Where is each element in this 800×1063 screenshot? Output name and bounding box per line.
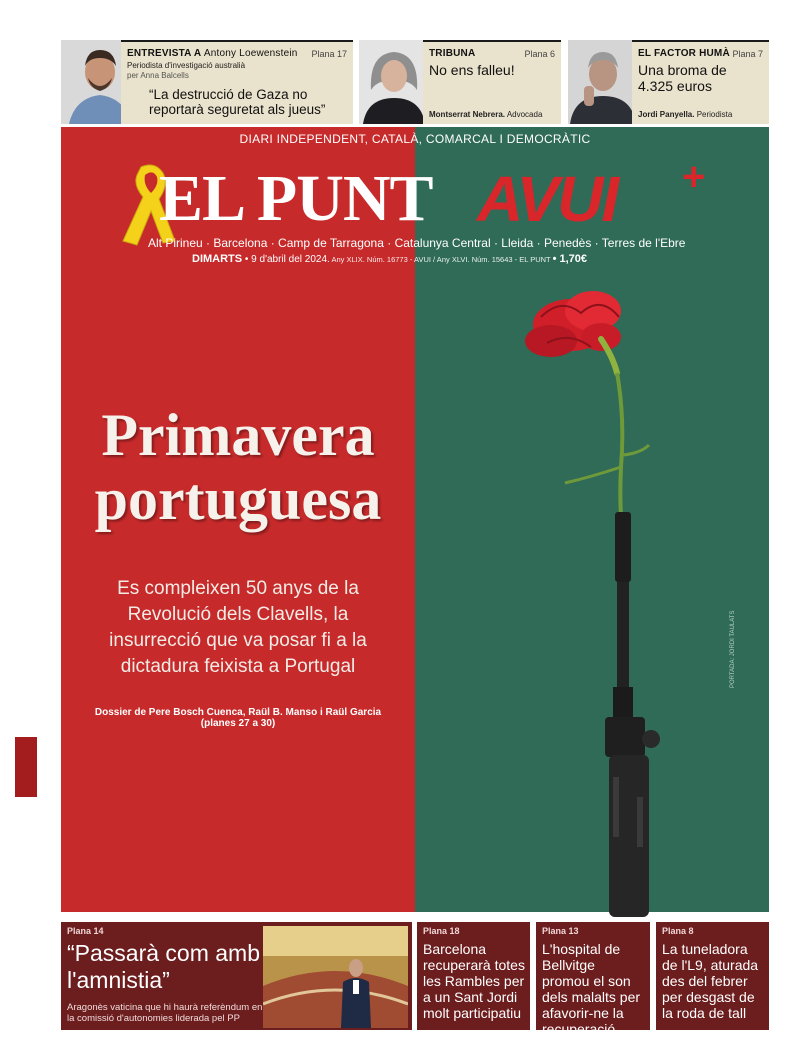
- bottom-teaser-bellvitge[interactable]: [536, 922, 650, 1037]
- carnation-rifle-illustration: [501, 277, 681, 917]
- teaser-factor-text: [632, 40, 769, 124]
- logo-avui: AVUI: [477, 163, 618, 235]
- plana-ref: Plana 17: [311, 49, 347, 59]
- bottom-text: L'hospital de Bellvitge promou el son dels malalts per afavorir-ne la recuperació: [542, 941, 641, 1037]
- logo-plus: +: [682, 155, 706, 199]
- cover-dossier-credit: Dossier de Pere Bosch Cuenca, Raül B. Manso i Raül Garcia (planes 27 a 30): [94, 707, 382, 729]
- bottom-text: La tuneladora de l'L9, aturada des del febrer per desgast de la roda de tall: [662, 941, 759, 1021]
- teaser-headline: Una broma de 4.325 euros: [638, 62, 727, 94]
- photo-montserrat-nebrera: [359, 40, 429, 124]
- plana-ref: Plana 14: [67, 926, 104, 936]
- photo-parliament: [263, 926, 408, 1028]
- masthead-logo[interactable]: [119, 155, 759, 243]
- side-tab-marker: [15, 737, 37, 797]
- plana-ref: Plana 13: [542, 926, 579, 936]
- teaser-author: Montserrat Nebrera. Advocada: [429, 110, 543, 119]
- masthead-dateline: DIMARTS • 9 d'abril del 2024. Any XLIX. Núm. 16773 - AVUI / Any XLVI. Núm. 15643 - EL PUNT • 1,70€: [192, 253, 587, 265]
- bottom-teaser-rambles[interactable]: [417, 922, 530, 1030]
- teaser-section: TRIBUNA: [429, 48, 476, 59]
- photo-jordi-panyella: [568, 40, 638, 124]
- carnation-flower-icon: [525, 291, 621, 373]
- plana-ref: Plana 18: [423, 926, 460, 936]
- masthead-tagline: DIARI INDEPENDENT, CATALÀ, COMARCAL I DEMOCRÀTIC: [239, 132, 591, 146]
- plana-ref: Plana 8: [662, 926, 694, 936]
- plana-ref: Plana 7: [732, 49, 763, 59]
- masthead-regions: Alt Pirineu · Barcelona · Camp de Tarragona · Catalunya Central · Lleida · Penedès · Terres de l'Ebre: [148, 236, 686, 250]
- cover-image: [61, 127, 769, 912]
- photo-credit: PORTADA: JORDI TAULATS: [730, 610, 736, 688]
- teaser-interview-text: [121, 40, 353, 124]
- teaser-factor-huma[interactable]: [568, 40, 769, 124]
- cover-subtitle: Es compleixen 50 anys de la Revolució dels Clavells, la insurrecció que va posar fi a la dictadura feixista a Portugal: [109, 578, 367, 677]
- teaser-tribuna-text: [423, 40, 561, 124]
- rifle-icon: [605, 512, 660, 917]
- teaser-section: EL FACTOR HUMÀ: [638, 48, 730, 59]
- teaser-interview[interactable]: [61, 40, 353, 124]
- logo-el-punt: EL PUNT: [159, 162, 433, 235]
- cover-headline[interactable]: Primavera portuguesa: [94, 402, 382, 532]
- bottom-teaser-tuneladora[interactable]: [656, 922, 769, 1030]
- teaser-role: Periodista d'investigació australià: [127, 61, 246, 70]
- teaser-section: ENTREVISTA A Antony Loewenstein: [127, 48, 298, 59]
- teaser-headline: No ens falleu!: [429, 62, 515, 78]
- teaser-tribuna[interactable]: [359, 40, 561, 124]
- teaser-byline: per Anna Balcells: [127, 71, 189, 80]
- plana-ref: Plana 6: [524, 49, 555, 59]
- teaser-headline: “La destrucció de Gaza no reportarà seguretat als jueus”: [149, 87, 326, 117]
- teaser-author: Jordi Panyella. Periodista: [638, 110, 733, 119]
- bottom-teaser-amnistia[interactable]: [61, 922, 412, 1030]
- bottom-summary: Aragonès vaticina que hi haurà referèndum en la comissió d'autonomies liderada pel PP: [67, 1002, 263, 1024]
- bottom-quote: “Passarà com amb l'amnistia”: [67, 940, 261, 993]
- bottom-text: Barcelona recuperarà totes les Rambles per a un Sant Jordi molt participatiu: [423, 941, 525, 1021]
